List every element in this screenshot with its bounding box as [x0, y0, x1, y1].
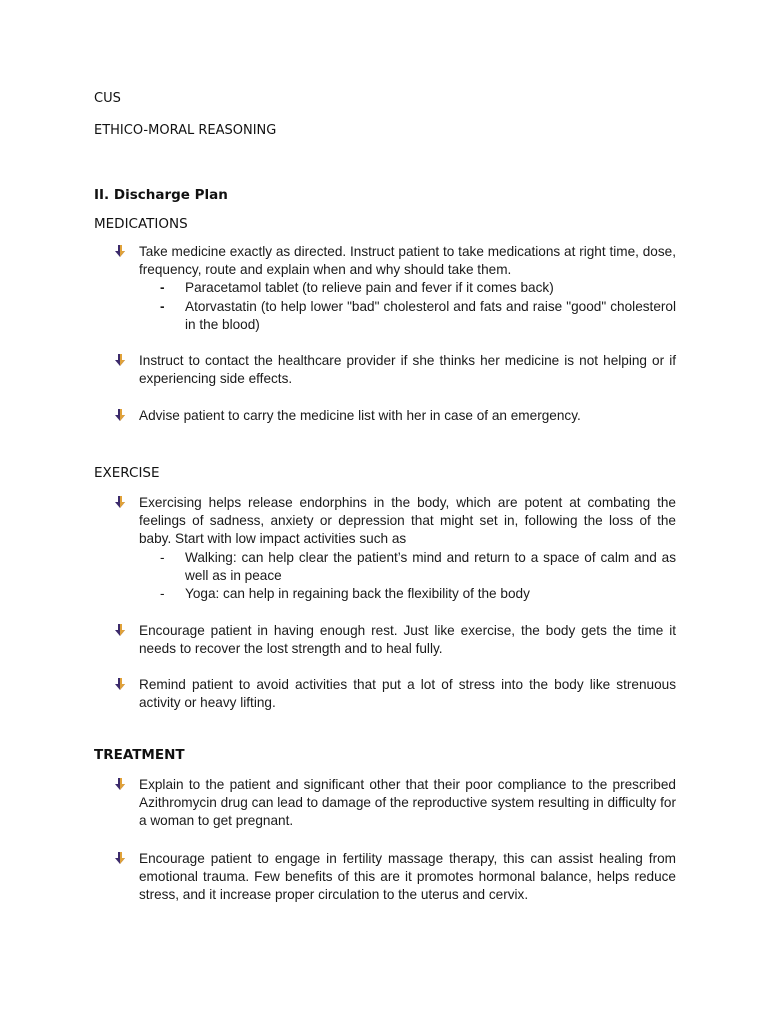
exercise-sub-text: Yoga: can help in regaining back the flexibility of the body: [185, 586, 530, 601]
exercise-sub-item: [160, 585, 676, 603]
exercise-item: [112, 622, 676, 658]
medication-item: [112, 352, 676, 388]
medication-text: Advise patient to carry the medicine list with her in case of an emergency.: [139, 408, 581, 423]
arrow-down-bullet-icon: [114, 245, 126, 257]
medication-item: [112, 243, 676, 279]
arrow-down-bullet-icon: [114, 678, 126, 690]
dash-bullet: -: [160, 586, 165, 601]
medication-sub-text: Paracetamol tablet (to relieve pain and fever if it comes back): [185, 280, 554, 295]
exercise-heading: EXERCISE: [94, 465, 160, 481]
treatment-text: Encourage patient to engage in fertility massage therapy, this can assist healing from emotional trauma. Few benefits of this are it promotes hormonal balance, helps reduce stress, and it increase proper circulation to the uterus and cervix.: [139, 851, 676, 902]
arrow-down-bullet-icon: [114, 496, 126, 508]
medications-heading: MEDICATIONS: [94, 216, 188, 232]
exercise-text: Encourage patient in having enough rest. Just like exercise, the body gets the time it needs to recover the lost strength and to heal fully.: [139, 623, 676, 656]
treatment-text: Explain to the patient and significant other that their poor compliance to the prescribed Azithromycin drug can lead to damage of the reproductive system resulting in difficulty for a woman to get pregnant.: [139, 777, 676, 828]
arrow-down-bullet-icon: [114, 409, 126, 421]
dash-bullet: -: [160, 280, 165, 295]
arrow-down-bullet-icon: [114, 624, 126, 636]
treatment-heading: TREATMENT: [94, 747, 185, 763]
arrow-down-bullet-icon: [114, 354, 126, 366]
medication-sub-item: [160, 298, 676, 334]
exercise-item: [112, 676, 676, 712]
exercise-text: Remind patient to avoid activities that put a lot of stress into the body like strenuous activity or heavy lifting.: [139, 677, 676, 710]
course-code: CUS: [94, 91, 121, 106]
medication-sub-item: [160, 279, 676, 297]
treatment-item: [112, 776, 676, 830]
exercise-text: Exercising helps release endorphins in the body, which are potent at combating the feelings of sadness, anxiety or depression that might set in, following the loss of the baby. Start with low impact activities such as: [139, 495, 676, 546]
section-title: II. Discharge Plan: [94, 187, 228, 203]
medication-sub-text: Atorvastatin (to help lower "bad" cholesterol and fats and raise "good" cholesterol in the blood): [185, 299, 676, 332]
arrow-down-bullet-icon: [114, 852, 126, 864]
medication-item: [112, 407, 676, 425]
document-title: ETHICO-MORAL REASONING: [94, 123, 277, 138]
medication-text: Take medicine exactly as directed. Instruct patient to take medications at right time, dose, frequency, route and explain when and why should take them.: [139, 244, 676, 277]
arrow-down-bullet-icon: [114, 778, 126, 790]
exercise-item: [112, 494, 676, 548]
exercise-sub-text: Walking: can help clear the patient’s mind and return to a space of calm and as well as in peace: [185, 550, 676, 583]
dash-bullet: -: [160, 299, 165, 314]
exercise-sub-item: [160, 549, 676, 585]
medication-text: Instruct to contact the healthcare provider if she thinks her medicine is not helping or if experiencing side effects.: [139, 353, 676, 386]
dash-bullet: -: [160, 550, 165, 565]
treatment-item: [112, 850, 676, 904]
